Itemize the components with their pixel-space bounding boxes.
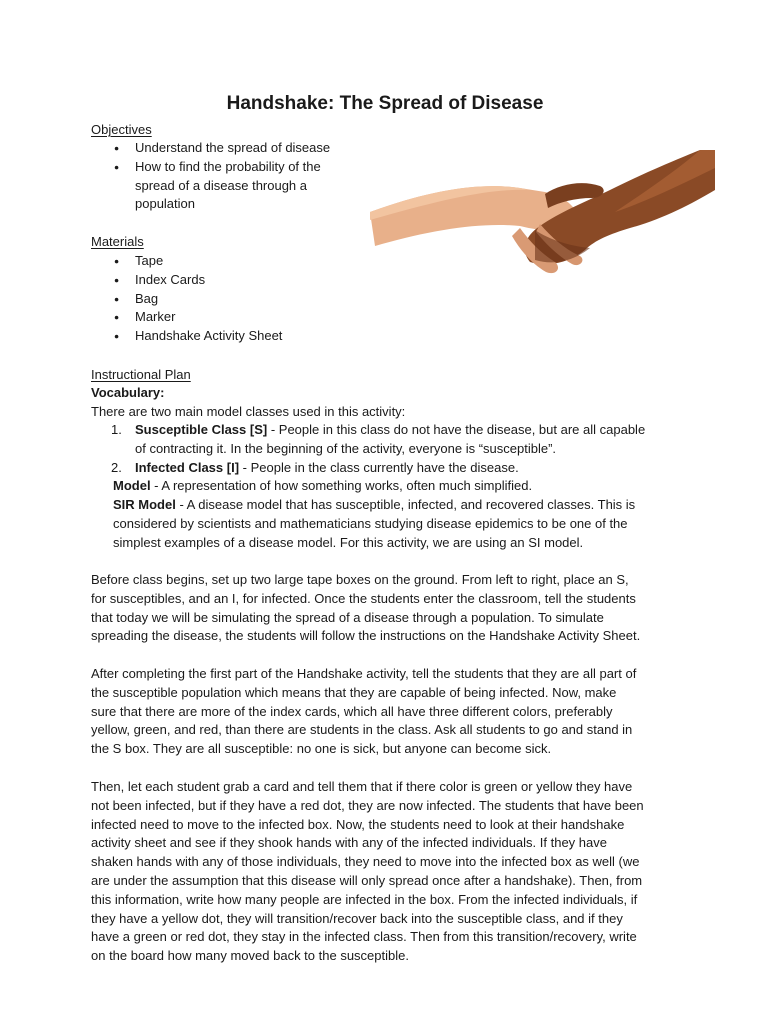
list-item: 1. Susceptible Class [S] - People in this class do not have the disease, but are all capable [111, 422, 646, 437]
materials-heading: Materials [91, 234, 144, 249]
list-item: ● How to find the probability of the [91, 158, 330, 177]
paragraph-infection: Then, let each student grab a card and tell them that if there color is green or yellow they have not been infected, but if they have a red dot, they are now infected. The students that have been infected need to move to the infected box. Now, the students need to look at their handshake activity sheet and see if they shook hands with any of the infected individuals. If they have shaken hands with any of those individuals, they need to move into the infected box as well (we are under the assumption that this disease will only spread once after a handshake). Then, from this information, write how many people are infected in the box. From the infected individuals, if they have a yellow dot, they will transition/recover back into the susceptible class, and if they have a green or red dot, they stay in the infected class. Then from this transition/recovery, write on the board how many moved back to the susceptible. [91, 779, 644, 964]
instructional-plan-heading: Instructional Plan [91, 367, 191, 382]
model-classes-list [91, 421, 645, 477]
list-item: ● Bag [91, 290, 282, 309]
handshake-photo-icon [370, 150, 715, 290]
list-item-continuation: population [135, 196, 195, 212]
paragraph-susceptible: After completing the first part of the Handshake activity, tell the students that they are all part of the susceptible population which means that they are capable of being infected. Now, make sure that there are more of the index cards, which all have three different colors, preferably yellow, green, and red, than there are students in the class. Ask all students to go and stand in the S box. They are all susceptible: no one is sick, but anyone can become sick. [91, 666, 637, 757]
model-definition: Model - A representation of how something works, often much simplified. [113, 478, 533, 493]
list-item: ● Understand the spread of disease [91, 139, 330, 158]
vocabulary-heading: Vocabulary: [91, 385, 165, 400]
list-item-continuation: spread of a disease through a [135, 177, 308, 193]
list-item: ● Handshake Activity Sheet [91, 327, 282, 346]
materials-list [91, 252, 282, 346]
list-item: 2. Infected Class [I] - People in the class currently have the disease. [111, 459, 519, 475]
vocabulary-intro: There are two main model classes used in this activity: [91, 404, 406, 419]
list-item: ● Tape [91, 252, 282, 271]
list-item: ● Index Cards [91, 271, 282, 290]
list-item-continuation: of contracting it. In the beginning of the activity, everyone is “susceptible”. [135, 440, 557, 456]
list-item: ● Marker [91, 308, 282, 327]
page-title: Handshake: The Spread of Disease [226, 93, 544, 114]
objectives-heading: Objectives [91, 122, 152, 137]
sir-model-definition: SIR Model - A disease model that has susceptible, infected, and recovered classes. This is considered by scientists and mathematicians studying disease epidemics to be one of the simplest examples of a disease model. For this activity, we are using an SI model. [113, 497, 636, 550]
paragraph-setup: Before class begins, set up two large tape boxes on the ground. From left to right, place an S, for susceptibles, and an I, for infected. Once the students enter the classroom, tell the students that today we will be simulating the spread of a disease through a population. To simulate spreading the disease, the students will follow the instructions on the Handshake Activity Sheet. [91, 572, 641, 644]
objectives-list [91, 139, 330, 214]
